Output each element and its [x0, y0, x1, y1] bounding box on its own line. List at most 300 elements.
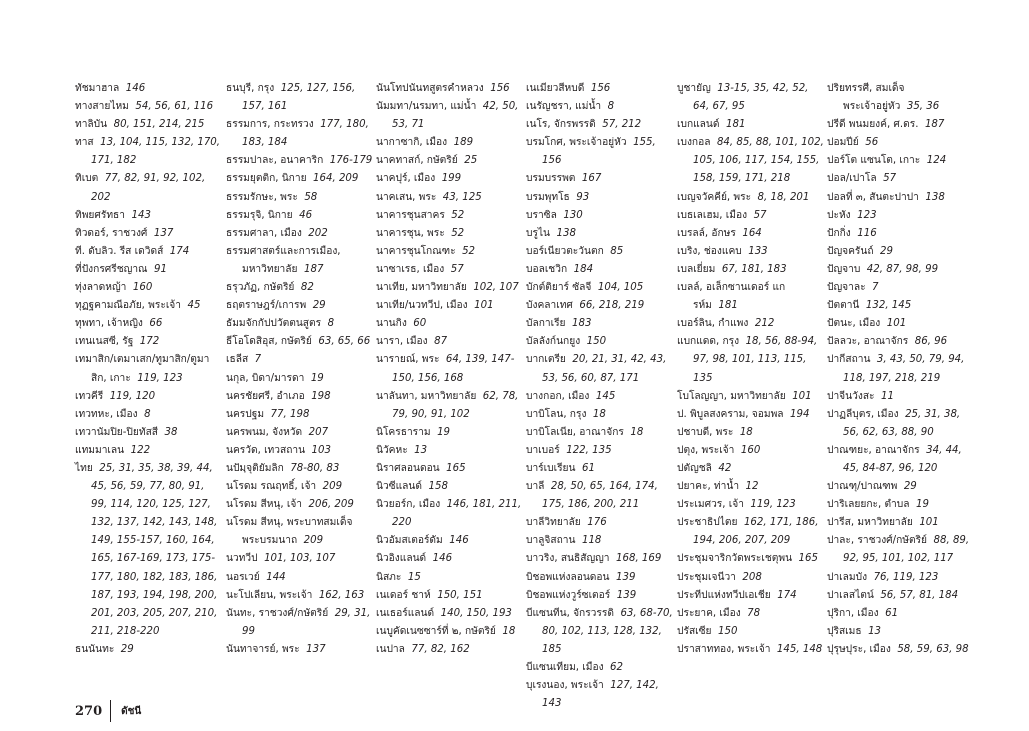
index-entry	[827, 279, 975, 297]
index-entry	[226, 460, 374, 478]
index-page-refs: 18	[739, 426, 753, 438]
index-entry	[526, 605, 674, 659]
index-term: ทิวดอร์, ราชวงศ์	[75, 227, 148, 239]
index-page-refs: 145, 148	[776, 643, 823, 655]
index-page-refs: 66, 218, 219	[579, 300, 645, 312]
index-term: ปยาคะ, ท่าน้ำ	[677, 481, 740, 493]
index-entry	[226, 351, 374, 369]
index-page-refs: 116	[857, 227, 877, 239]
index-term: ธฤตราษฎร์/เการพ	[226, 300, 307, 312]
index-page-refs: 212	[754, 318, 775, 330]
index-term: บังคลาเทศ	[526, 300, 573, 312]
index-entry	[827, 170, 975, 188]
index-page-refs: 57	[883, 173, 897, 185]
index-page-refs: 52	[462, 245, 476, 257]
index-entry	[376, 351, 524, 387]
index-term: บาลูจิสถาน	[526, 535, 576, 547]
index-page-refs: 165	[798, 553, 818, 565]
index-entry	[226, 116, 374, 152]
index-column-1	[75, 80, 223, 659]
index-term: ป. พิบูลสงคราม, จอมพล	[677, 408, 784, 420]
index-page-refs: 54, 56, 61, 116	[135, 101, 214, 113]
index-term: ทาส	[75, 137, 94, 149]
index-entry	[827, 243, 975, 261]
index-entry	[526, 388, 674, 406]
index-page-refs: 77, 198	[270, 408, 310, 420]
index-page-refs: 156	[490, 83, 510, 94]
index-term: บูชายัญ	[677, 83, 711, 94]
index-page-refs: 18	[592, 408, 606, 420]
index-page-refs: 43, 125	[442, 191, 482, 203]
index-page-refs: 85	[610, 245, 624, 257]
index-page-refs: 176	[587, 517, 607, 529]
index-page-refs: 62, 78, 79, 90, 91, 102	[392, 390, 519, 420]
index-entry	[827, 315, 975, 333]
index-entry	[226, 279, 374, 297]
index-entry	[526, 587, 674, 605]
index-term: บรมพุทโธ	[526, 191, 570, 203]
index-page-refs: 18, 56, 88-94, 97, 98, 101, 113, 115, 135	[693, 336, 818, 384]
index-entry	[677, 424, 825, 442]
index-page-refs: 184	[573, 263, 594, 275]
index-entry	[75, 406, 223, 424]
index-term: นาเทีย/นวทวีป, เมือง	[376, 300, 468, 312]
index-page-refs: 78-80, 83	[290, 462, 340, 474]
index-term: ปริยทรรศี, สมเด็จพระเจ้าอยู่หัว	[827, 83, 905, 113]
index-entry	[677, 605, 825, 623]
index-entry	[226, 587, 374, 605]
index-page-refs: 25, 31, 38, 56, 62, 63, 88, 90	[843, 408, 961, 438]
index-entry	[75, 388, 223, 406]
index-entry	[226, 315, 374, 333]
index-entry	[75, 116, 223, 134]
index-page-refs: 194	[790, 408, 810, 420]
index-term: แทมมาเลน	[75, 444, 125, 456]
index-entry	[827, 207, 975, 225]
index-entry	[827, 406, 975, 442]
index-page-refs: 77, 82, 91, 92, 102, 202	[91, 173, 206, 203]
index-entry	[677, 315, 825, 333]
index-term: เนเดอร์ ชาห์	[376, 589, 431, 601]
index-page-refs: 174	[777, 589, 797, 601]
index-entry	[827, 261, 975, 279]
index-entry	[526, 514, 674, 532]
index-page-refs: 29	[880, 245, 893, 257]
index-term: บาบิโลน, กรุง	[526, 408, 587, 420]
index-page-refs: 137	[153, 227, 174, 239]
index-page-refs: 66	[149, 318, 163, 330]
index-page-refs: 209	[303, 535, 324, 547]
index-page-refs: 122	[130, 444, 151, 456]
index-entry	[677, 189, 825, 207]
index-entry	[226, 569, 374, 587]
index-column-5	[677, 80, 825, 659]
index-entry	[677, 569, 825, 587]
index-page-refs: 160	[740, 444, 761, 456]
index-page-refs: 25	[464, 155, 478, 167]
index-page-refs: 202	[308, 227, 328, 239]
index-term: ปาจีนวังสะ	[827, 390, 875, 402]
index-entry	[376, 569, 524, 587]
index-term: ธรรมปาละ, อนาคาริก	[226, 155, 324, 167]
index-page-refs: 123	[857, 209, 877, 221]
index-term: ปาริเลยยกะ, ตำบล	[827, 499, 910, 511]
index-term: ปอร์โต แซนโต, เกาะ	[827, 155, 921, 167]
index-term: นัมมทา/นรมทา, แม่น้ำ	[376, 101, 477, 113]
index-entry	[827, 532, 975, 568]
index-page-refs: 29	[903, 481, 917, 493]
index-entry	[226, 388, 374, 406]
index-entry	[226, 406, 374, 424]
index-entry	[526, 279, 674, 297]
index-term: บากเตรีย	[526, 354, 566, 366]
index-term: ปัตนะ, เมือง	[827, 318, 881, 330]
index-entry	[677, 623, 825, 641]
index-entry	[526, 225, 674, 243]
index-column-3	[376, 80, 524, 659]
index-entry	[75, 279, 223, 297]
index-entry	[376, 532, 524, 550]
index-page-refs: 176-179	[329, 155, 373, 167]
index-page-refs: 181	[726, 119, 746, 131]
index-term: ธรรมยุตติก, นิกาย	[226, 173, 307, 185]
index-entry	[677, 243, 825, 261]
index-entry	[526, 189, 674, 207]
index-term: ทุฏฐคามณีอภัย, พระเจ้า	[75, 300, 181, 312]
index-entry	[376, 496, 524, 532]
index-entry	[376, 189, 524, 207]
index-page-refs: 187	[303, 263, 324, 275]
index-page-refs: 133	[748, 245, 768, 257]
index-term: นิวอัมสเตอร์ดัม	[376, 535, 443, 547]
index-entry	[75, 225, 223, 243]
index-term: บักต์ติยาร์ ซัลจี	[526, 282, 592, 294]
index-entry	[376, 388, 524, 424]
index-page-refs: 34, 44, 45, 84-87, 96, 120	[843, 444, 962, 474]
index-term: บีแซนทีน, จักรวรรดิ	[526, 607, 614, 619]
index-entry	[376, 170, 524, 188]
index-entry	[827, 623, 975, 641]
index-page-refs: 119, 120	[109, 390, 156, 402]
index-entry	[226, 641, 374, 659]
index-entry	[75, 80, 223, 98]
index-term: ปาเลมบัง	[827, 571, 868, 583]
page-footer	[75, 700, 141, 722]
index-page-refs: 61	[885, 607, 899, 619]
index-entry	[827, 225, 975, 243]
index-entry	[827, 189, 975, 207]
index-entry	[677, 225, 825, 243]
index-page-refs: 29, 31, 99	[242, 607, 371, 637]
index-entry	[226, 370, 374, 388]
index-term: ประชาธิปไตย	[677, 517, 738, 529]
index-entry	[75, 351, 223, 387]
index-term: บาลี	[526, 481, 545, 493]
index-page-refs: 156	[590, 83, 611, 94]
index-page-refs: 18	[630, 426, 644, 438]
index-page-refs: 93	[576, 191, 590, 203]
index-page-refs: 52	[451, 209, 465, 221]
index-entry	[827, 388, 975, 406]
index-term: เบริง, ช่องแคบ	[677, 245, 742, 257]
index-term: ปุริสเมธ	[827, 625, 862, 637]
index-term: นโรดม สีหนุ, พระบาทสมเด็จพระบรมนาถ	[226, 517, 353, 547]
index-term: ธัมมจักกัปปวัตตนสูตร	[226, 318, 322, 330]
index-entry	[226, 605, 374, 641]
index-page-refs: 86, 96	[914, 336, 948, 348]
index-entry	[226, 80, 374, 116]
index-page-refs: 119, 123	[137, 372, 183, 384]
index-term: นครชัยศรี, อำเภอ	[226, 390, 305, 402]
index-page-refs: 57	[753, 209, 767, 221]
index-page-refs: 143	[131, 209, 151, 221]
index-page-refs: 187	[924, 119, 945, 131]
index-page-refs: 82	[300, 282, 314, 294]
index-page-refs: 207	[308, 426, 329, 438]
index-page-refs: 199	[441, 173, 462, 185]
index-term: ปอล/เปาโล	[827, 173, 877, 185]
index-term: เบธเลเฮม, เมือง	[677, 209, 748, 221]
index-term: นวทวีป	[226, 553, 258, 565]
index-entry	[376, 587, 524, 605]
index-term: ทางสายไหม	[75, 101, 129, 113]
index-page-refs: 101, 103, 107	[264, 553, 336, 565]
index-entry	[226, 189, 374, 207]
index-term: แบกแดด, กรุง	[677, 336, 740, 348]
index-entry	[827, 152, 975, 170]
index-page-refs: 18	[502, 625, 516, 637]
index-page-refs: 78	[747, 607, 761, 619]
index-page-refs: 19	[437, 426, 451, 438]
index-term: นิวยอร์ก, เมือง	[376, 499, 441, 511]
index-entry	[677, 406, 825, 424]
index-term: เทวคีรี	[75, 390, 104, 402]
index-entry	[226, 550, 374, 568]
index-term: นาคารชุนสาคร	[376, 209, 445, 221]
index-column-2	[226, 80, 374, 659]
index-entry	[226, 478, 374, 496]
index-page-refs: 25, 31, 35, 38, 39, 44, 45, 56, 59, 77, 80, 91, 99, 114, 120, 125, 127, 132, 137, 142, 143, 148, 149, 155-157, 160, 164, 165, 167-169, 173, 175-177, 180, 182, 183, 186, 187, 193, 194, 198, 200, 201, 203, 205, 207, 210, 211, 218-220	[91, 462, 218, 637]
index-entry	[677, 641, 825, 659]
index-page-refs: 35, 36	[906, 101, 940, 113]
index-entry	[827, 297, 975, 315]
index-term: ปอมปีย์	[827, 137, 859, 149]
footer-section-label: ดัชนี	[121, 705, 142, 717]
index-page-refs: 38	[164, 426, 178, 438]
index-entry	[827, 80, 975, 116]
index-term: เบรลล์, อักษร	[677, 227, 736, 239]
index-page-refs: 20, 21, 31, 42, 43, 53, 56, 60, 87, 171	[542, 354, 667, 384]
index-term: ทิพยศรัทธา	[75, 209, 125, 221]
index-entry	[827, 442, 975, 478]
index-term: เบอร์ลิน, กำแพง	[677, 318, 749, 330]
index-page-refs: 63, 68-70, 80, 102, 113, 128, 132, 185	[542, 607, 673, 655]
index-term: ธีโอโดสิอุส, กษัตริย์	[226, 336, 312, 348]
index-entry	[827, 641, 975, 659]
index-entry	[376, 207, 524, 225]
index-page-refs: 13-15, 35, 42, 52, 64, 67, 95	[693, 83, 809, 113]
index-entry	[75, 243, 223, 261]
index-term: ไทย	[75, 462, 93, 474]
index-page-refs: 146	[449, 535, 469, 547]
index-page-refs: 146, 181, 211, 220	[392, 499, 522, 529]
index-page-refs: 164	[742, 227, 762, 239]
index-term: ปรีดี พนมยงค์, ศ.ดร.	[827, 119, 919, 131]
index-page-refs: 104, 105	[597, 282, 644, 294]
index-entry	[677, 116, 825, 134]
index-page-refs: 181	[718, 300, 738, 312]
index-term: นิราศลอนดอน	[376, 462, 440, 474]
index-entry	[226, 170, 374, 188]
index-page-refs: 29	[312, 300, 326, 312]
index-term: เทวทหะ, เมือง	[75, 408, 138, 420]
index-term: ปะหัง	[827, 209, 851, 221]
index-page-refs: 91	[154, 263, 167, 275]
index-page-refs: 101	[474, 300, 494, 312]
index-term: นาคารชุนโกณฑะ	[376, 245, 456, 257]
index-entry	[376, 478, 524, 496]
index-term: บรมโกศ, พระเจ้าอยู่หัว	[526, 137, 627, 149]
index-term: ประทีปแห่งทวีปเอเชีย	[677, 589, 771, 601]
index-page-refs: 101	[792, 390, 812, 402]
index-entry	[526, 333, 674, 351]
index-term: นาคปุร์, เมือง	[376, 173, 436, 185]
index-entry	[677, 333, 825, 387]
index-page-refs: 7	[254, 354, 262, 366]
index-term: โบโลญญา, มหาวิทยาลัย	[677, 390, 786, 402]
index-entry	[376, 333, 524, 351]
index-term: บุเรงนอง, พระเจ้า	[526, 680, 604, 692]
index-page-refs: 158	[428, 481, 448, 493]
index-entry	[526, 460, 674, 478]
index-entry	[376, 550, 524, 568]
index-entry	[75, 424, 223, 442]
index-entry	[226, 152, 374, 170]
index-term: เบลล์, อเล็กซานเดอร์ แกรห์ม	[677, 282, 786, 312]
index-term: ปุรุษปุระ, เมือง	[827, 643, 891, 655]
index-page-refs: 76, 119, 123	[873, 571, 939, 583]
index-entry	[226, 207, 374, 225]
index-entry	[226, 442, 374, 460]
index-entry	[376, 98, 524, 134]
index-page-refs: 7	[872, 282, 879, 294]
index-term: เทวานัมปิย-ปิยทัสสี	[75, 426, 159, 438]
index-entry	[526, 406, 674, 424]
index-page-refs: 67, 181, 183	[721, 263, 787, 275]
index-page-refs: 19	[310, 372, 324, 384]
index-term: นโรดม รณฤทธิ์, เจ้า	[226, 481, 317, 493]
index-term: ปัญจาบ	[827, 263, 861, 275]
index-page-refs: 56, 57, 81, 184	[880, 589, 959, 601]
index-entry	[376, 243, 524, 261]
index-page-refs: 125, 127, 156, 157, 161	[242, 83, 356, 113]
index-term: ปัตตานี	[827, 300, 860, 312]
index-term: นิวอิงแลนด์	[376, 553, 427, 565]
index-entry	[526, 297, 674, 315]
index-term: นากาซากิ, เมือง	[376, 137, 448, 149]
index-term: ปชาบดี, พระ	[677, 426, 734, 438]
index-entry	[827, 333, 975, 351]
index-term: บราซิล	[526, 209, 557, 221]
index-entry	[376, 279, 524, 297]
index-entry	[376, 641, 524, 659]
index-entry	[75, 297, 223, 315]
index-entry	[226, 424, 374, 442]
index-page-refs: 138	[556, 227, 576, 239]
index-page-refs: 58	[304, 191, 318, 203]
index-term: ประชุมเจนีวา	[677, 571, 736, 583]
index-page-refs: 77, 82, 162	[411, 643, 470, 655]
index-page-refs: 60	[413, 318, 427, 330]
index-page-refs: 101	[919, 517, 939, 529]
index-page-refs: 8	[144, 408, 151, 420]
index-term: ประชุมจาริกวัดพระเชตุพน	[677, 553, 793, 565]
index-entry	[376, 261, 524, 279]
index-entry	[75, 460, 223, 641]
index-entry	[226, 297, 374, 315]
index-page-refs: 132, 145	[865, 300, 912, 312]
index-page-refs: 206, 209	[308, 499, 354, 511]
index-page-refs: 177, 180, 183, 184	[242, 119, 369, 149]
index-term: บรูไน	[526, 227, 551, 239]
index-term: บาวริง, สนธิสัญญา	[526, 553, 610, 565]
index-entry	[677, 587, 825, 605]
index-page-refs: 13, 104, 115, 132, 170, 171, 182	[91, 137, 221, 167]
index-term: บิชอพแห่งลอนดอน	[526, 571, 610, 583]
index-term: นารายณ์, พระ	[376, 354, 440, 366]
index-entry	[75, 333, 223, 351]
index-entry	[526, 550, 674, 568]
index-term: นกุล, บิดา/มารดา	[226, 372, 305, 384]
index-page-refs: 8, 18, 201	[757, 191, 810, 203]
index-term: บาร์เบเรียน	[526, 462, 576, 474]
index-page-refs: 87	[434, 336, 448, 348]
index-page-refs: 183	[572, 318, 592, 330]
index-page-refs: 84, 85, 88, 101, 102, 105, 106, 117, 154, 155, 158, 159, 171, 218	[693, 137, 824, 185]
index-page-refs: 11	[881, 390, 894, 402]
index-page-refs: 61	[581, 462, 595, 474]
index-term: นาคทาสก์, กษัตริย์	[376, 155, 458, 167]
index-page-refs: 8	[607, 101, 615, 113]
index-entry	[526, 569, 674, 587]
index-term: เบลเยี่ยม	[677, 263, 716, 275]
index-page-refs: 57	[450, 263, 464, 275]
index-entry	[827, 605, 975, 623]
index-term: นะโปเลียน, พระเจ้า	[226, 589, 313, 601]
index-entry	[827, 514, 975, 532]
index-entry	[75, 207, 223, 225]
index-entry	[376, 605, 524, 623]
index-entry	[677, 460, 825, 478]
index-page-refs: 102, 107	[473, 282, 519, 294]
index-entry	[226, 225, 374, 243]
index-page-refs: 64, 139, 147-150, 156, 168	[392, 354, 515, 384]
index-entry	[677, 279, 825, 315]
index-term: ปากีสถาน	[827, 354, 871, 366]
index-term: ทิเบต	[75, 173, 99, 185]
index-entry	[827, 478, 975, 496]
index-page-refs: 45	[187, 300, 201, 312]
index-page-refs: 80, 151, 214, 215	[113, 119, 205, 131]
index-term: บีแซนเทียม, เมือง	[526, 662, 604, 673]
index-term: เบงกอล	[677, 137, 711, 149]
index-entry	[677, 514, 825, 550]
index-entry	[526, 315, 674, 333]
index-page-refs: 138	[925, 191, 945, 203]
index-entry	[526, 134, 674, 170]
index-page-refs: 160	[132, 282, 153, 294]
index-term: ธนนันทะ	[75, 643, 115, 655]
